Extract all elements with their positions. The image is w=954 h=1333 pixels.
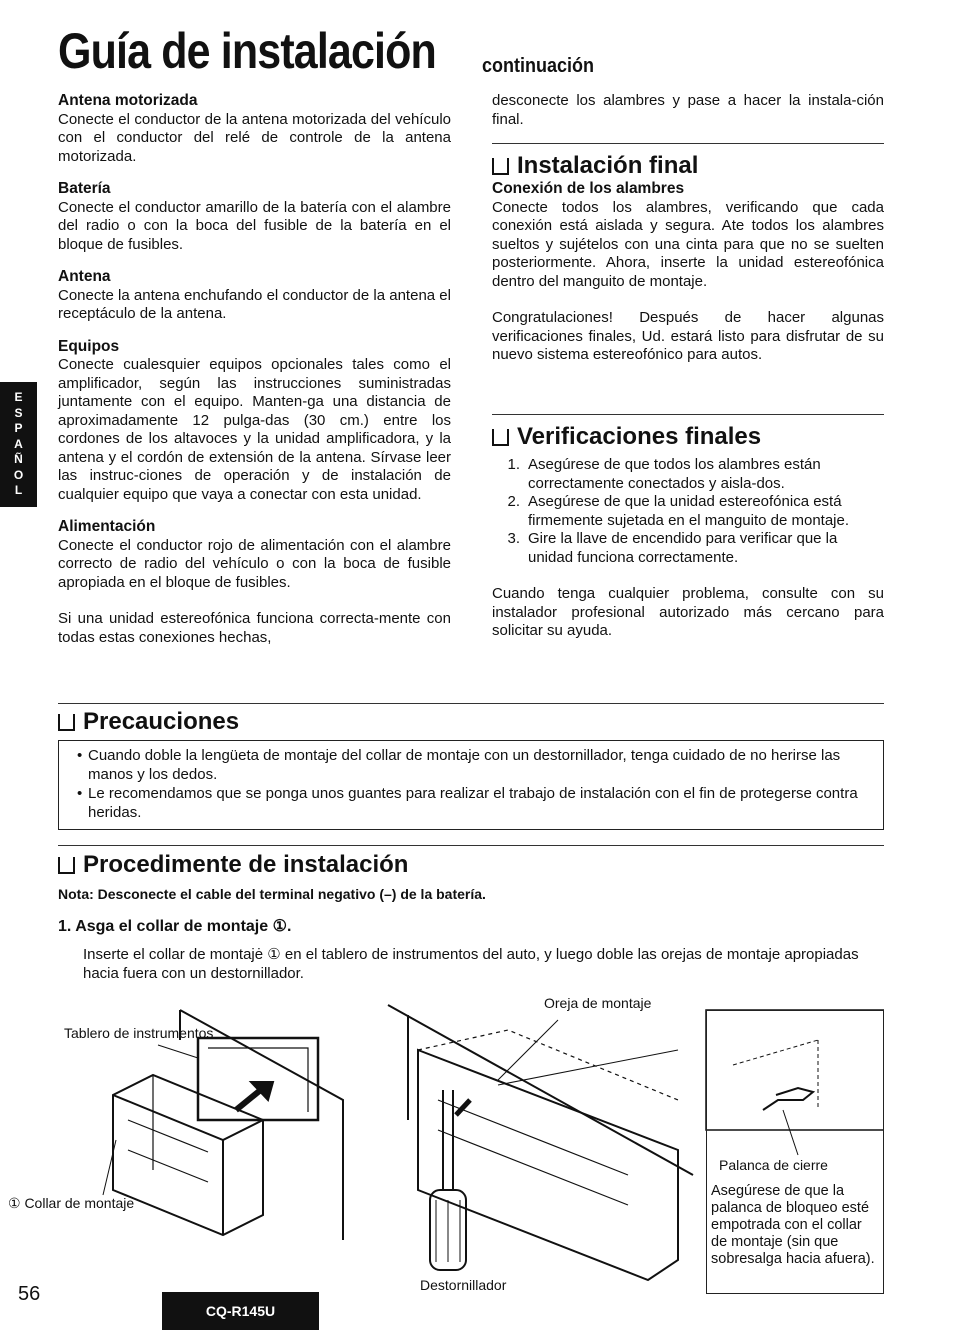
continued-text: desconecte los alambres y pase a hacer la instala-ción final. bbox=[492, 92, 884, 128]
final-heading bbox=[492, 152, 698, 180]
item-text: Asegúrese de que la unidad estereofónica está firmemente sujetada en el manguito de montaje. bbox=[528, 493, 850, 529]
checkbox-icon bbox=[58, 714, 75, 731]
precautions-box bbox=[58, 740, 884, 830]
list-item bbox=[492, 456, 884, 493]
side-tab-letter: E bbox=[14, 390, 23, 404]
inset-note: Asegúrese de que la palanca de bloqueo esté empotrada con el collar de montaje (sin que sobresalga hacia afuera). bbox=[711, 1183, 875, 1267]
side-tab-letter: Ñ bbox=[14, 452, 23, 466]
bullet-icon: • bbox=[77, 785, 83, 802]
procedure-heading-label: Procedimente de instalación bbox=[83, 851, 409, 878]
bullet-text: Le recomendamos que se ponga unos guantes para realizar el trabajo de instalación con el fin de protegerse contra heridas. bbox=[88, 785, 858, 821]
bullet-item bbox=[77, 746, 873, 784]
step-text: Inserte el collar de montajė ① en el tablero de instrumentos del auto, y luego doble las orejas de montaje apropiadas hacia fuera con un destornillador. bbox=[83, 946, 859, 982]
language-side-tab bbox=[0, 382, 37, 507]
section-heading: Batería bbox=[58, 180, 111, 197]
bullet-icon: • bbox=[77, 747, 83, 764]
verif-heading-label: Verificaciones finales bbox=[517, 423, 762, 450]
list-item bbox=[492, 530, 884, 567]
left-column bbox=[58, 92, 451, 647]
label-dashboard: Tablero de instrumentos bbox=[64, 1025, 214, 1041]
verif-closing: Cuando tenga cualquier problema, consulte con su instalador profesional autorizado más cercano para solicitar su ayuda. bbox=[492, 585, 884, 639]
page-number: 56 bbox=[18, 1283, 41, 1305]
label-lever: Palanca de cierre bbox=[719, 1157, 828, 1173]
side-tab-letter: S bbox=[14, 405, 23, 420]
section-text: Conecte el conductor amarillo de la batería con el alambre del radio o con la boca del fusible de la batería en el bloque de fusibles. bbox=[58, 198, 451, 253]
label-ear: Oreja de montaje bbox=[544, 995, 652, 1011]
right-column bbox=[492, 92, 884, 129]
item-number: 2. bbox=[507, 493, 520, 510]
section-heading: Antena motorizada bbox=[58, 92, 198, 109]
final-subheading: Conexión de los alambres bbox=[492, 180, 685, 197]
divider bbox=[492, 143, 884, 144]
verif-section bbox=[492, 456, 884, 641]
title-continuation: continuación bbox=[482, 55, 595, 77]
item-text: Gire la llave de encendido para verificar que la unidad funciona correctamente. bbox=[528, 530, 838, 566]
checkbox-icon bbox=[492, 158, 509, 175]
final-heading-label: Instalación final bbox=[517, 152, 699, 179]
section-text: Conecte el conductor de la antena motorizada del vehículo con el conductor del relé de controle de la antena motorizada. bbox=[58, 110, 451, 165]
item-number: 3. bbox=[507, 530, 520, 547]
section-text: Conecte la antena enchufando el conductor de la antena el receptáculo de la antena. bbox=[58, 286, 451, 322]
section-text: Conecte cualesquier equipos opcionales tales como el amplificador, según las instrucciones suministradas juntamente con el equipo. Manten-ga una distancia de aproximadamente 12 pulga-das (30 cm.) entre los cordones de los altavoces y la unidad amplificadora, y la antena y el cordón de extensión de la antena. Sírvase leer las instruc-ciones de operación y de instalación de cualquier equipo que vaya a conectar con esta unidad. bbox=[58, 356, 451, 503]
step-title: 1. Asga el collar de montaje ①. bbox=[58, 918, 292, 935]
verif-list bbox=[492, 456, 884, 567]
checkbox-icon bbox=[58, 857, 75, 874]
inset-box bbox=[706, 1010, 884, 1294]
final-text-1: Conecte todos los alambres, verificando que cada conexión está aislada y segura. Ate todos los alambres sueltos y sujételos con una cinta para que no se suelten posteriormente. Ahora, inserte la unidad estereofónica dentro del manguito de montaje. bbox=[492, 198, 884, 290]
page-title: Guía de instalación bbox=[58, 23, 436, 79]
section-heading: Equipos bbox=[58, 337, 120, 355]
bullet-text: Cuando doble la lengüeta de montaje del collar de montaje con un destornillador, tenga cuidado de no herirse las manos y los dedos. bbox=[88, 747, 841, 783]
label-collar: ① Collar de montaje bbox=[8, 1195, 135, 1211]
list-item bbox=[492, 493, 884, 530]
divider bbox=[492, 414, 884, 415]
final-section bbox=[492, 180, 884, 365]
section-text: Conecte el conductor rojo de alimentación con el alambre correcto de radio del vehículo o con la boca de fusible apropiada en el bloque de fusibles. bbox=[58, 536, 451, 591]
section-heading: Alimentación bbox=[58, 518, 156, 535]
divider bbox=[58, 845, 884, 846]
label-screwdriver: Destornillador bbox=[420, 1277, 507, 1293]
final-text-2: Congratulaciones! Después de hacer algunas verificaciones finales, Ud. estará listo para disfrutar de su nuevo sistema estereofónico para autos. bbox=[492, 309, 884, 363]
item-text: Asegúrese de que todos los alambres están correctamente conectados y aisla-dos. bbox=[528, 456, 821, 492]
item-number: 1. bbox=[507, 456, 520, 473]
divider bbox=[58, 703, 884, 704]
model-badge: CQ-R145U bbox=[162, 1292, 319, 1330]
side-tab-letter: A bbox=[14, 436, 23, 451]
side-tab-letter: O bbox=[13, 467, 24, 482]
bullet-item bbox=[77, 784, 873, 822]
procedure-note: Nota: Desconecte el cable del terminal negativo (–) de la batería. bbox=[58, 886, 486, 902]
section-heading: Antena bbox=[58, 268, 111, 285]
side-tab-letter: P bbox=[14, 421, 23, 435]
precautions-heading bbox=[58, 708, 239, 736]
checkbox-icon bbox=[492, 429, 509, 446]
closing-text: Si una unidad estereofónica funciona correcta-mente con todas estas conexiones hechas, bbox=[58, 610, 451, 646]
precautions-heading-label: Precauciones bbox=[83, 708, 240, 735]
side-tab-letter: L bbox=[14, 483, 23, 497]
procedure-heading bbox=[58, 851, 408, 879]
verif-heading bbox=[492, 423, 761, 451]
